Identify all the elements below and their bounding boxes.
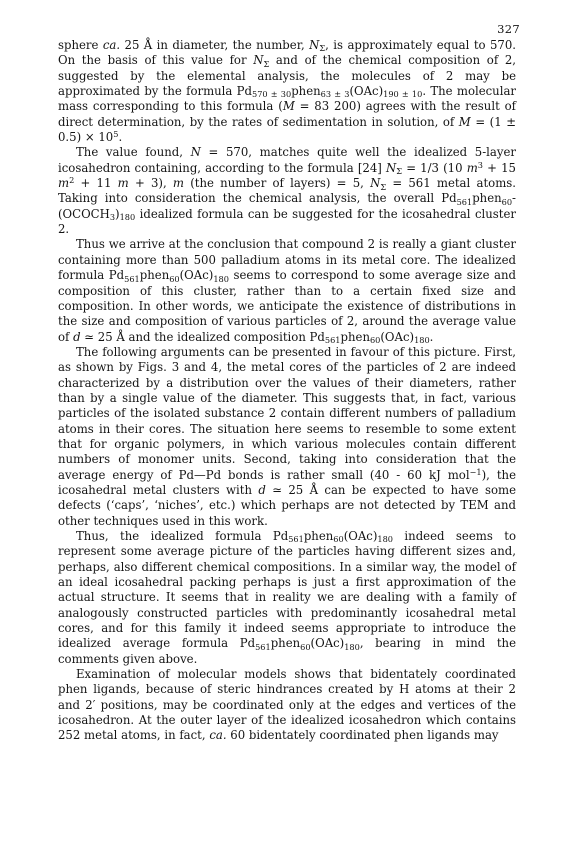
text-run: indeed seems to represent some average picture of the particles having different sizes and, perhaps, also different chemical compositions. In a similar way, the model of an ideal icosahedral packing perhaps is just a first approximation of the actual structure. It seems that in reality we are dealing with a family of analogously constructed particles with predominantly icosahedral metal cores, and for this family it indeed seems appropriate to introduce the idealized average formula Pd [58,529,517,651]
paragraph-5 [58,529,516,667]
text-run: idealized formula can be suggested for the icosahedral cluster 2. [58,206,516,237]
text-run: 60 [333,534,344,545]
text-run: phen [291,84,321,99]
text-run: d [73,329,81,344]
text-run: The following arguments can be presented in favour of this picture. First, as shown by Figs. 3 and 4, the metal cores of the particles of 2 are indeed characterized by a distribution over the values of their diameters, rather than by a single value of the diameter. This suggests that, in fact, various particles of the isolated substance 2 contain different numbers of palladium atoms in their cores. The situation here seems to resemble to some extent that for organic polymers, in which various molecules contain different numbers of monomer units. Second, taking into consideration that the average energy of Pd—Pd bonds is rather small (40 - 60 kJ mol [58,344,516,482]
text-run: (OAc) [179,268,214,283]
text-run: 2 [69,175,75,186]
text-run: 60 [169,273,180,284]
page-number: 327 [497,22,520,36]
text-run: phen [472,191,502,206]
text-run: Σ [396,166,403,177]
text-run: ≃ 25 Å and the idealized composition Pd [80,329,325,344]
text-run: (OAc) [380,329,415,344]
text-run: 180 [377,534,393,545]
body-text [58,38,516,744]
text-run: ca. [102,38,121,52]
text-run: N [370,176,381,191]
text-run: . The molecular mass corresponding to this formula ( [58,84,516,114]
paragraph-3 [58,237,516,344]
text-run: (OAc) [310,636,345,651]
text-run: 561 [288,534,304,545]
paragraph-1 [58,38,516,145]
text-run: (OAc) [349,84,384,99]
text-run: 25 Å in diameter, the number, [120,38,310,52]
text-run: = 1/3 (10 [402,160,467,175]
text-run: Thus, the idealized formula Pd [76,529,289,543]
text-run: m [58,176,70,191]
text-run: ), the icosahedral metal clusters with [58,467,516,497]
text-run: 63 ± 3 [320,89,350,100]
text-run: 561 [255,641,271,652]
paragraph-2 [58,145,516,237]
text-run: 561 [456,196,473,207]
text-run: -(OCOCH [58,191,516,221]
text-run: 5 [113,129,119,140]
text-run: N [386,160,397,175]
text-run: ≃ 25 Å can be expected to have some defects (‘caps’, ‘niches’, etc.) which perhaps are not detected by TEM and other techniques used in this work. [58,482,516,528]
text-run: , is approximately equal to 570. On the basis of this value for [58,38,516,68]
text-run: The value found, [76,145,191,160]
text-run: seems to correspond to some average size and composition of this cluster, rather than to a certain fixed size and composition. In other words, we anticipate the existence of distributions in the size and composition of various particles of 2, around the average value of [58,268,517,344]
paragraph-4 [58,345,516,529]
text-run: m [172,176,185,191]
text-run: 60 [369,334,381,345]
text-run: , bearing in mind the comments given above. [58,636,516,666]
text-run: 180 [344,641,360,652]
text-run: phen [340,329,370,344]
text-run: N [253,53,264,68]
text-run: 3 [109,212,116,223]
text-run: 60 bidentately coordinated phen ligands may [226,728,499,743]
text-run: + 15 [483,160,516,175]
text-run: m [466,160,478,175]
text-run: 561 [124,273,140,284]
text-run: phen [270,636,301,651]
text-run: M [458,114,471,129]
text-run: ca. [209,728,227,743]
text-run: (the number of layers) = 5, [184,176,371,191]
text-run: phen [139,268,170,283]
text-run: Σ [319,43,326,54]
text-run: ) [115,206,120,221]
text-run: sphere [58,38,103,52]
text-run: Thus we arrive at the conclusion that compound 2 is really a giant cluster containing more than 500 palladium atoms in its metal core. The idealized formula Pd [58,237,516,283]
text-run: 60 [501,196,513,207]
text-run: . [118,130,123,145]
text-run: + 3), [128,176,173,191]
text-run: d [258,482,266,497]
text-run: N [190,145,201,160]
paragraph-6 [58,667,516,744]
text-run: = (1 ± 0.5) × 10 [58,114,516,145]
text-run: phen [303,529,334,543]
text-run: . [429,329,434,344]
text-run: = 570, matches quite well the idealized 5-layer icosahedron containing, according to the formula [24] [58,145,516,175]
text-run: −1 [469,466,482,477]
text-run: 180 [414,334,430,345]
text-run: Examination of molecular models shows that bidentately coordinated phen ligands, because of steric hindrances created by H atoms at their 2 and 2′ positions, may be coordinated only at the edges and vertices of the icosahedron. At the outer layer of the idealized icosahedron which contains 252 metal atoms, in fact, [58,667,516,743]
text-run: 60 [300,641,311,652]
text-run: 180 [213,273,229,284]
text-run: 570 ± 30 [252,89,292,100]
text-run: 180 [119,212,136,223]
text-run: and of the chemical composition of 2, suggested by the elemental analysis, the molecules of 2 may be approximated by the formula Pd [58,53,516,99]
text-run: (OAc) [343,529,378,543]
text-run: M [282,99,295,114]
text-run: + 11 [74,176,118,191]
text-run: = 83 200) agrees with the result of direct determination, by the rates of sedimentation in solution, of [58,99,516,129]
text-run: 190 ± 10 [383,89,423,100]
text-run: N [309,38,320,52]
text-run: = 561 metal atoms. Taking into consideration the chemical analysis, the overall Pd [58,176,516,206]
text-run: Σ [380,181,387,192]
text-run: m [117,176,129,191]
text-run: 561 [324,334,341,345]
text-run: 3 [477,160,483,171]
text-run: Σ [263,58,270,69]
